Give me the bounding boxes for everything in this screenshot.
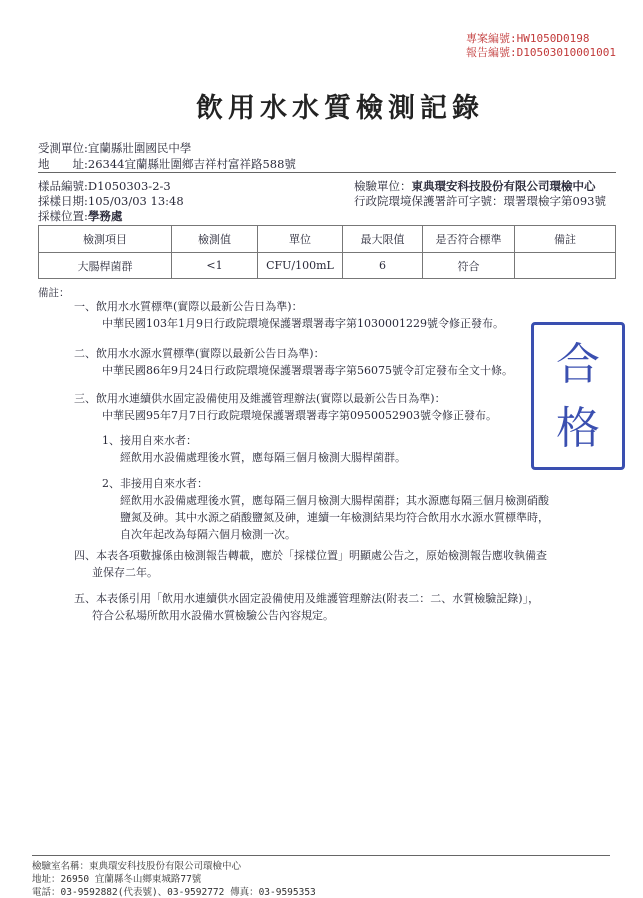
header-limit: 最大限值 — [343, 226, 423, 253]
cell-unit: CFU/100mL — [258, 253, 343, 279]
lab-permit: 行政院環境保護署許可字號：環署環檢字第093號 — [354, 194, 606, 208]
cell-remark — [515, 253, 616, 279]
footer-address: 地址：26950 宜蘭縣冬山鄉東城路77號 — [32, 874, 202, 885]
note-sub-1: 1、接用自來水者： 經飲用水設備處理後水質，應每隔三個月檢測大腸桿菌群。 — [102, 434, 406, 464]
table-header-row — [39, 226, 616, 253]
header-remark: 備註 — [515, 226, 616, 253]
header-unit: 單位 — [258, 226, 343, 253]
notes-label: 備註： — [38, 287, 70, 299]
cell-value: <1 — [172, 253, 258, 279]
footer-phone: 電話：03-9592882(代表號)、03-9592772 傳真：03-9595353 — [32, 887, 316, 898]
lab-unit: 檢驗單位：東典環安科技股份有限公司環檢中心 — [354, 179, 596, 193]
footer-lab: 檢驗室名稱：東典環安科技股份有限公司環檢中心 — [32, 861, 242, 872]
cell-limit: 6 — [343, 253, 423, 279]
client-unit: 受測單位:宜蘭縣壯圍國民中學 — [38, 141, 192, 155]
sample-date: 採樣日期:105/03/03 13:48 — [38, 194, 184, 208]
header-compliance: 是否符合標準 — [423, 226, 515, 253]
sample-location: 採樣位置:學務處 — [38, 209, 123, 223]
header-item: 檢測項目 — [39, 226, 172, 253]
note-item-3: 三、飲用水連續供水固定設備使用及維護管理辦法(實際以最新公告日為準)： 中華民國95年7月7日行政院環境保護署環署毒字第0950052903號令修正發布。 — [74, 392, 497, 422]
report-number: 報告編號:D10503010001001 — [466, 46, 616, 59]
cell-compliance: 符合 — [423, 253, 515, 279]
footer-divider — [32, 855, 610, 856]
note-item-2: 二、飲用水水源水質標準(實際以最新公告日為準)： 中華民國86年9月24日行政院環境保護署環署毒字第56075號令訂定發布全文十條。 — [74, 347, 513, 377]
case-number: 專案編號:HW1050D0198 — [466, 32, 590, 45]
pass-stamp: 合 格 — [531, 322, 625, 470]
note-item-5: 五、本表係引用「飲用水連續供水固定設備使用及維護管理辦法(附表二：二、水質檢驗記錄)」， 符合公私場所飲用水設備水質檢驗公告內容規定。 — [74, 592, 540, 622]
results-table — [38, 225, 616, 279]
note-item-4: 四、本表各項數據係由檢測報告轉載，應於「採樣位置」明顯處公告之，原始檢測報告應收執備查 並保存二年。 — [74, 549, 547, 579]
client-address: 地 址:26344宜蘭縣壯圍鄉吉祥村富祥路588號 — [38, 157, 296, 171]
cell-item: 大腸桿菌群 — [39, 253, 172, 279]
divider — [38, 172, 616, 173]
header-value: 檢測值 — [172, 226, 258, 253]
note-sub-2: 2、非接用自來水者： 經飲用水設備處理後水質，應每隔三個月檢測大腸桿菌群；其水源應每隔三個月檢測硝酸 鹽氮及砷。其中水源之硝酸鹽氮及砷，連續一年檢測結果均符合飲用水水源水質標準時， 自次年起改為每隔六個月檢測一次。 — [102, 477, 549, 541]
note-item-1: 一、飲用水水質標準(實際以最新公告日為準)： 中華民國103年1月9日行政院環境保護署環署毒字第1030001229號令修正發布。 — [74, 300, 504, 330]
page-title: 飲用水水質檢測記錄 — [196, 93, 484, 124]
sample-id: 樣品編號:D1050303-2-3 — [38, 179, 171, 193]
table-row — [39, 253, 616, 279]
